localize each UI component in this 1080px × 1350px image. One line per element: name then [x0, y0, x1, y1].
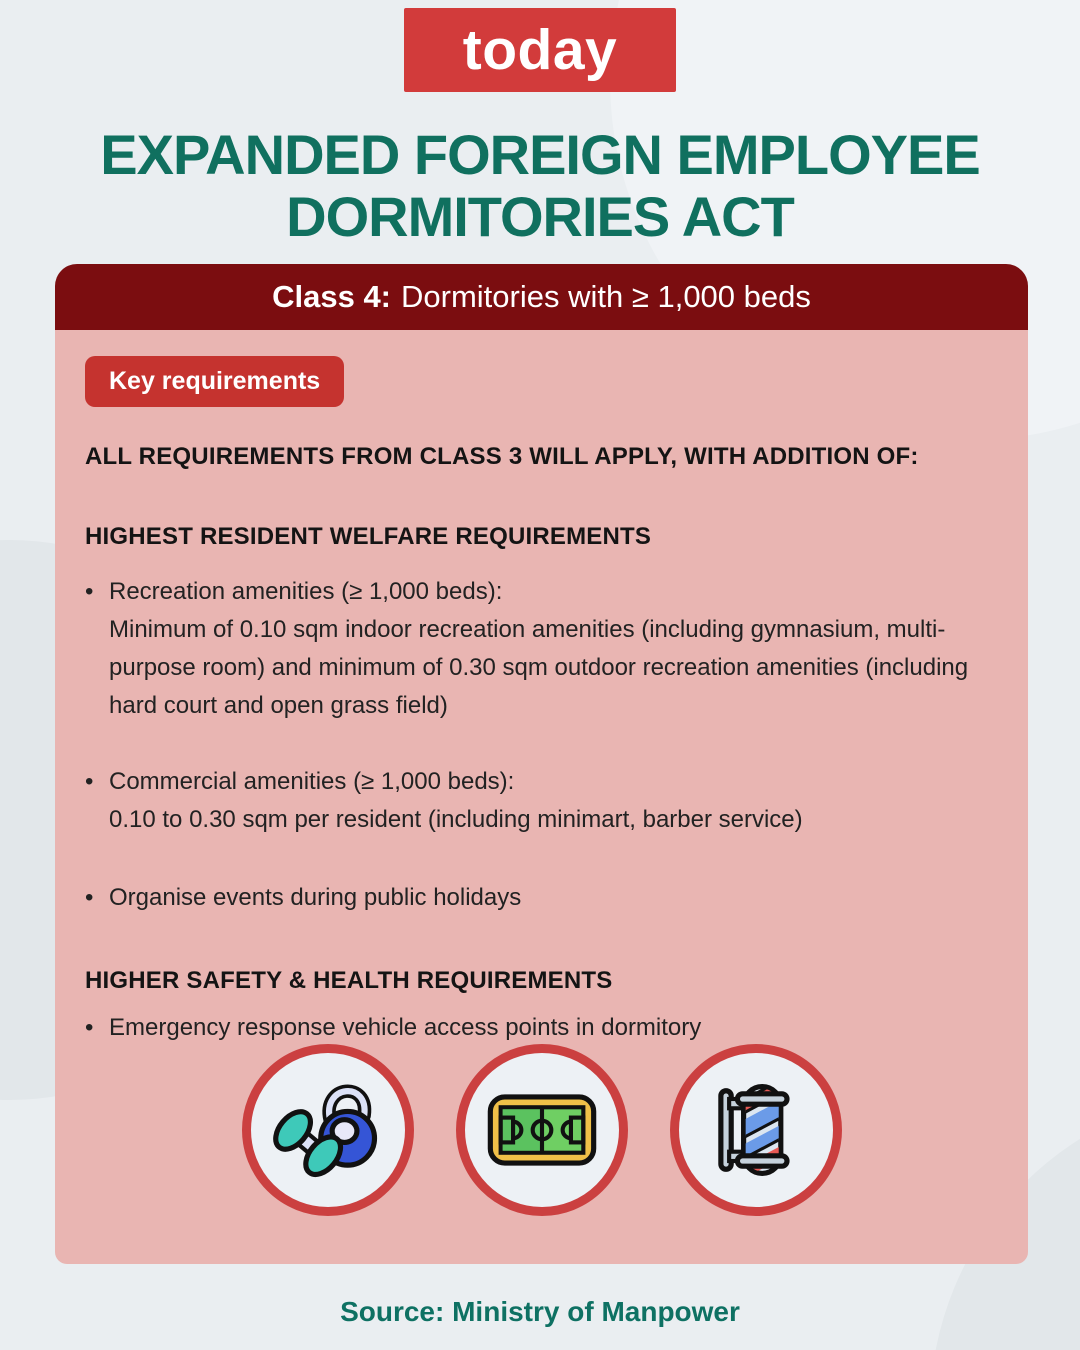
- list-item: [85, 763, 998, 839]
- dumbbell-kettlebell-icon: [266, 1068, 390, 1192]
- soccer-field-icon: [480, 1068, 604, 1192]
- bullet-dot: •: [85, 884, 94, 911]
- class-description: Dormitories with ≥ 1,000 beds: [401, 279, 811, 314]
- gym-equipment-icon: [242, 1044, 414, 1216]
- bullet-dot: •: [85, 768, 94, 795]
- intro-statement: ALL REQUIREMENTS FROM CLASS 3 WILL APPLY, WITH ADDITION OF:: [85, 443, 919, 470]
- class4-panel-body: [55, 330, 1028, 1264]
- bullet-lead: Commercial amenities (≥ 1,000 beds):: [109, 768, 515, 795]
- list-item: [85, 573, 998, 725]
- source-attribution: Source: Ministry of Manpower: [340, 1296, 740, 1327]
- page-title: [0, 124, 1080, 247]
- bullet-text: [109, 763, 803, 839]
- bullet-lead: Emergency response vehicle access points in dormitory: [109, 1014, 702, 1041]
- bullet-lead: Recreation amenities (≥ 1,000 beds):: [109, 578, 503, 605]
- bullet-detail: 0.10 to 0.30 sqm per resident (including minimart, barber service): [109, 806, 803, 833]
- class-label: Class 4:: [272, 279, 392, 314]
- class4-banner: [55, 264, 1028, 330]
- page-title-line2: DORMITORIES ACT: [286, 184, 794, 248]
- class4-panel: [55, 264, 1028, 1264]
- list-item: [85, 1009, 998, 1047]
- bullet-lead: Organise events during public holidays: [109, 884, 522, 911]
- key-requirements-badge: Key requirements: [85, 356, 344, 407]
- today-logo-text: today: [462, 18, 618, 82]
- page-title-line1: EXPANDED FOREIGN EMPLOYEE: [100, 123, 980, 186]
- barber-pole-icon: [670, 1044, 842, 1216]
- bullet-text: [109, 879, 521, 917]
- bullet-text: [109, 1009, 701, 1047]
- list-item: [85, 879, 998, 917]
- section-heading-welfare: HIGHEST RESIDENT WELFARE REQUIREMENTS: [85, 523, 652, 550]
- section-heading-safety: HIGHER SAFETY & HEALTH REQUIREMENTS: [85, 967, 613, 994]
- today-logo: [404, 8, 676, 92]
- sports-field-icon: [456, 1044, 628, 1216]
- bullet-detail: Minimum of 0.10 sqm indoor recreation amenities (including gymnasium, multi-purpose room) and minimum of 0.30 sqm outdoor recreation amenities (including hard court and open grass field): [109, 616, 969, 719]
- amenity-icons-row: [55, 1044, 1028, 1216]
- bullet-dot: •: [85, 1014, 94, 1041]
- bullet-text: [109, 573, 998, 725]
- bullet-dot: •: [85, 578, 94, 605]
- barber-pole-glyph: [694, 1068, 818, 1192]
